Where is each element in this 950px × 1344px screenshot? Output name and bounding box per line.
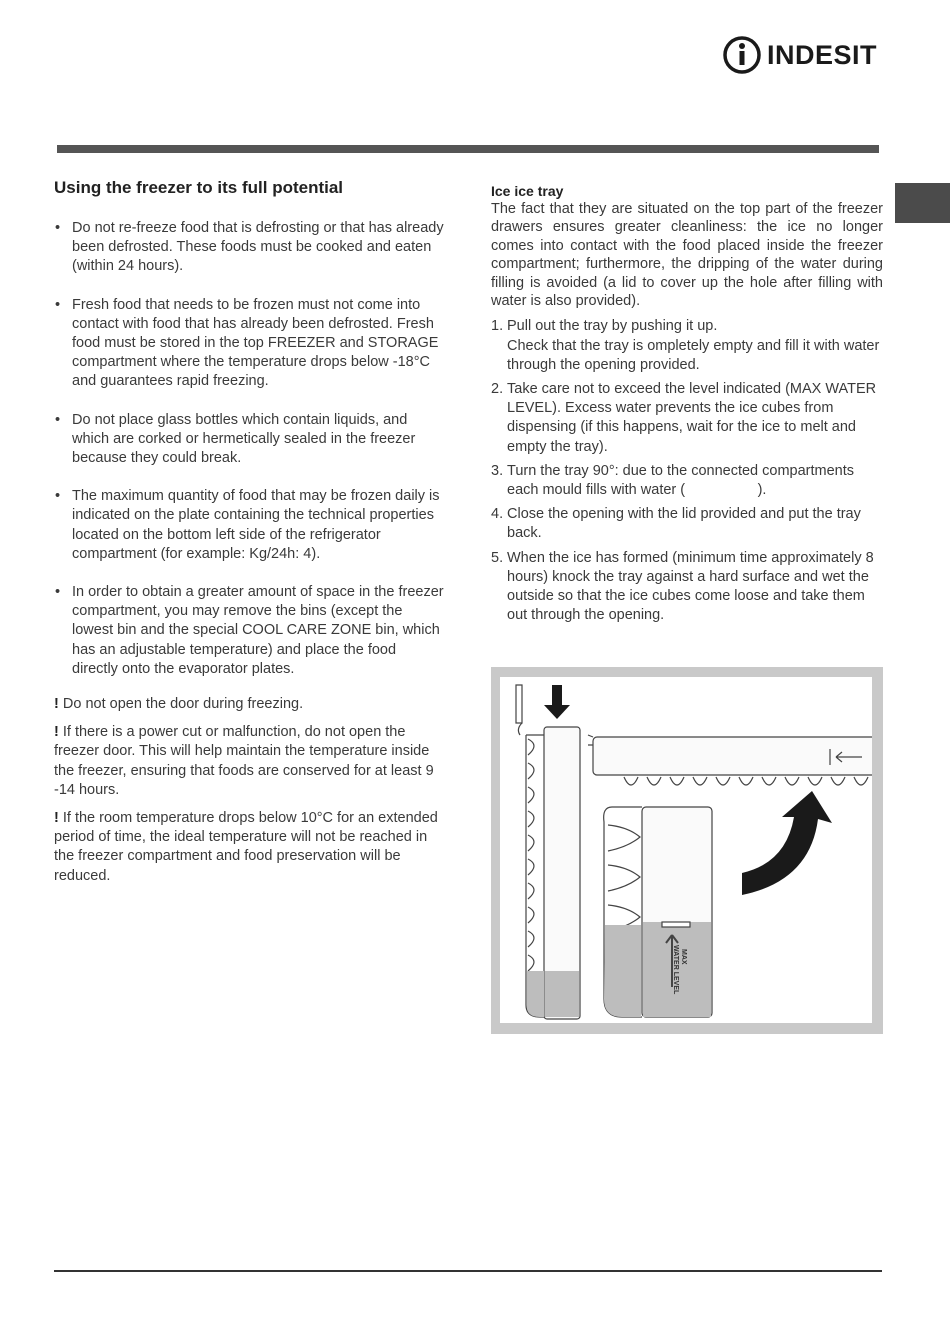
freezer-tip: • The maximum quantity of food that may be frozen daily is indicated on the plate containing the technical properties located on the bottom left side of the refrigerator compartment (for example: Kg/24h: 4). bbox=[54, 487, 444, 564]
step-text-extra: Check that the tray is ompletely empty and fill it with water through the opening provided. bbox=[507, 337, 880, 373]
right-column bbox=[491, 182, 883, 630]
push-down-arrow bbox=[544, 685, 570, 719]
indesit-logo bbox=[722, 34, 882, 76]
ice-tray-steps bbox=[491, 317, 883, 625]
step-item bbox=[491, 549, 883, 626]
ice-tray-intro: The fact that they are situated on the top part of the freezer drawers ensures greater cleanliness: the ice no longer comes into contact with the food placed inside the freezer compartment; furthermore, the dripping of the water during filling is avoided (a lid to cover up the hole after filling with water is also provided). bbox=[491, 201, 883, 310]
left-column bbox=[54, 178, 444, 895]
section-title: Using the freezer to its full potential bbox=[54, 178, 344, 197]
freezer-tips-list bbox=[54, 219, 444, 679]
step-number: 4. bbox=[491, 506, 504, 523]
footer-rule bbox=[54, 1270, 882, 1272]
warning-text: Do not open the door during freezing. bbox=[62, 696, 304, 713]
header-rule bbox=[57, 145, 879, 153]
step-item bbox=[491, 317, 883, 375]
ice-tray-diagram bbox=[500, 677, 872, 1023]
freezer-tip: • Do not re-freeze food that is defrosting or that has already been defrosted. These foods must be cooked and eaten (within 24 hours). bbox=[54, 219, 444, 277]
step-text: When the ice has formed (minimum time approximately 8 hours) knock the tray against a hard surface and wet the outside so that the ice cubes come loose and take them out through the opening. bbox=[507, 549, 874, 624]
step-number: 5. bbox=[491, 549, 504, 566]
step-text: Turn the tray 90°: due to the connected compartments each mould fills with water ( ). bbox=[507, 462, 859, 499]
ice-tray-illustration bbox=[491, 667, 883, 1034]
step-item bbox=[491, 505, 883, 543]
vertical-tray-drawing bbox=[516, 685, 580, 1019]
horizontal-tray-drawing bbox=[588, 735, 872, 785]
ice-tray-title: Ice ice tray bbox=[491, 183, 564, 199]
tray-cross-section bbox=[604, 807, 712, 1017]
warning-text: If the room temperature drops below 10°C for an extended period of time, the ideal temperature will not be reached in the freezer compartment and food preservation will be reduced. bbox=[54, 810, 438, 884]
indesit-logo-mark bbox=[722, 34, 766, 76]
warning-note bbox=[54, 695, 444, 714]
illustration-canvas bbox=[500, 677, 872, 1023]
step-text: Close the opening with the lid provided and put the tray back. bbox=[507, 506, 861, 542]
step-text: Take care not to exceed the level indicated (MAX WATER LEVEL). Excess water prevents the ice cubes from dispensing (if this happens, wait for the ice to melt and empty the tray). bbox=[507, 381, 877, 455]
step-number: 3. bbox=[491, 462, 504, 479]
freezer-tip: • In order to obtain a greater amount of space in the freezer compartment, you may remove the bins (except the lowest bin and the special COOL CARE ZONE bin, which has an adjustable temperature) and place the food directly onto the evaporator plates. bbox=[54, 583, 444, 679]
brand-name: INDESIT bbox=[767, 40, 878, 70]
warning-mark: ! bbox=[54, 810, 59, 827]
step-item bbox=[491, 462, 883, 500]
warning-mark: ! bbox=[54, 724, 59, 741]
freezer-tip: • Do not place glass bottles which contain liquids, and which are corked or hermetically sealed in the freezer because they could break. bbox=[54, 411, 444, 469]
step-number: 2. bbox=[491, 381, 504, 398]
rotate-arrow bbox=[742, 791, 832, 895]
step-text: Pull out the tray by pushing it up. bbox=[507, 318, 718, 335]
section-tab-marker bbox=[895, 183, 950, 223]
max-label: MAX bbox=[680, 949, 687, 965]
warning-text: If there is a power cut or malfunction, do not open the freezer door. This will help maintain the temperature inside the freezer, ensuring that foods are conserved for at least 9 -14 hours. bbox=[54, 724, 434, 798]
step-item bbox=[491, 380, 883, 457]
warning-note bbox=[54, 809, 444, 886]
freezer-tip: • Fresh food that needs to be frozen must not come into contact with food that has already been defrosted. Fresh food must be stored in the top FREEZER and STORAGE compartment where the temperature drops below -18°C and guarantees rapid freezing. bbox=[54, 296, 444, 392]
warning-mark: ! bbox=[54, 696, 59, 713]
warning-note bbox=[54, 723, 444, 800]
step-number: 1. bbox=[491, 318, 504, 335]
water-level-label: WATER LEVEL bbox=[672, 945, 679, 995]
